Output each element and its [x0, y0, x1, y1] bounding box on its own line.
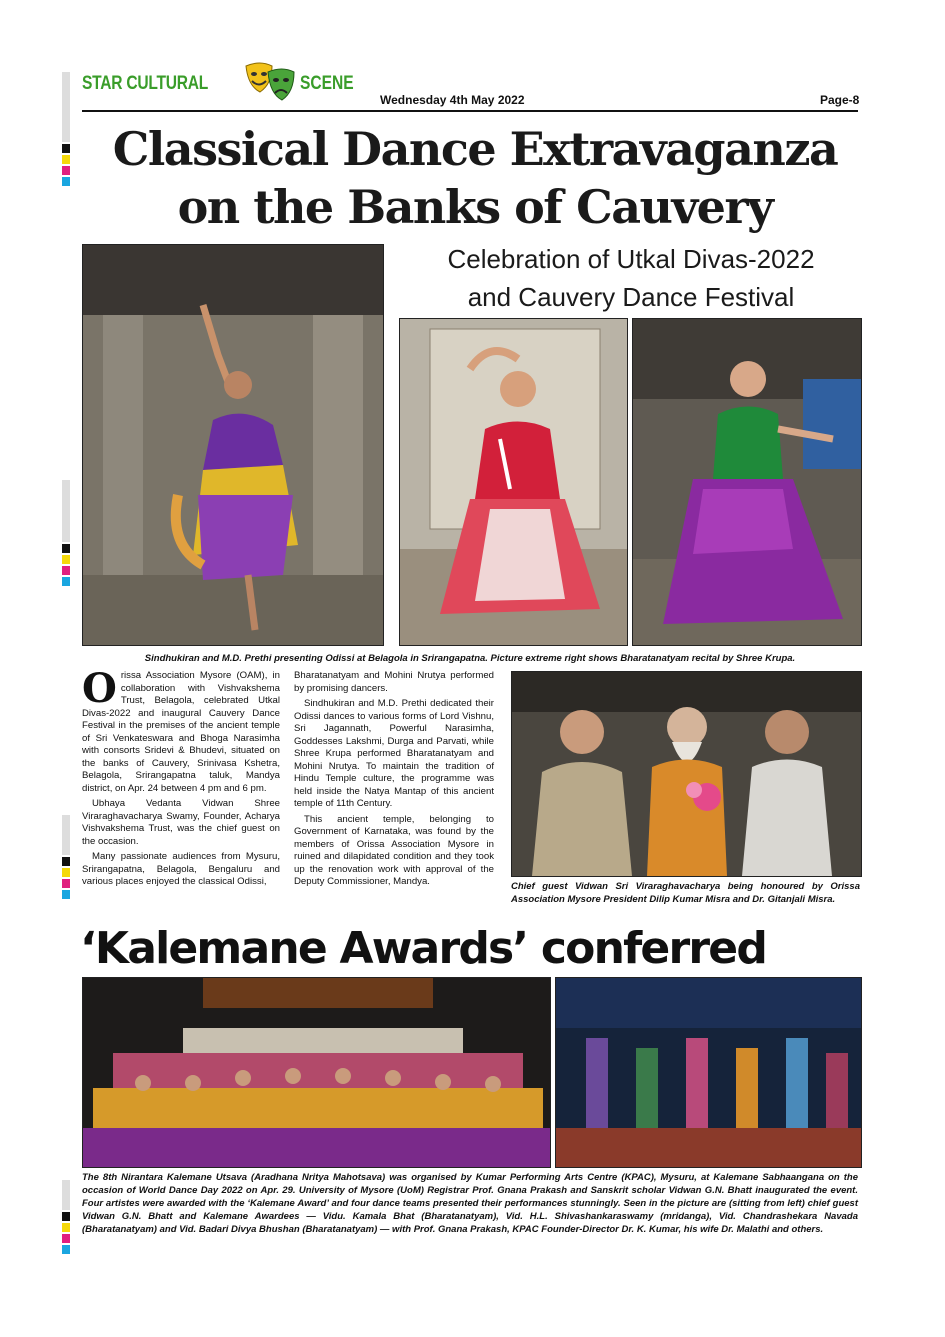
photo-caption-kalemane: The 8th Nirantara Kalemane Utsava (Aradhana Nritya Mahotsava) was organised by Kumar Performing Arts Centre (KPAC), Mysuru, at Kalemane Sabhaangana on the occasion of World Dance Day 2022 on Apr. 29. University of Mysore (UoM) Registrar Prof. Gnana Prakash and Sanskrit scholar Vidwan G.N. Bhatt inaugurated the event. Four artistes were awarded with the ‘Kalemane Award’ and four dance teams presented their performances stunningly. Seen in the picture are (sitting from left) chief guest Vidwan G.N. Bhatt and Kalemane Awardees — Vidu. Kamala Bhat (Bharatanatyam), Vid. H.L. Shivashankaraswamy (mridanga), Vid. Chandrashekara Navada (Bharatanatyam) and Vid. Badari Divya Bhushan (Bharatanatyam) — with Prof. Gnana Prakash, KPAC Founder-Director Dr. K. Kumar, his wife Dr. Malathi and others. — [82, 1172, 858, 1235]
section-title-left: STAR CULTURAL — [82, 73, 209, 94]
photo-bharatanatyam-recital — [632, 318, 862, 646]
registration-marks-middle — [62, 480, 70, 588]
registration-marks-top — [62, 72, 70, 188]
photo-caption-chief-guest: Chief guest Vidwan Sri Viraraghavacharya being honoured by Orissa Association Mysore President Dilip Kumar Misra and Dr. Gitanjali Misra. — [511, 881, 860, 905]
registration-marks-lower — [62, 815, 70, 901]
article-column-2 — [294, 670, 494, 892]
article-column-1 — [82, 665, 280, 892]
photo-odissi-dancer-red — [399, 318, 628, 646]
article-headline-kalemane: ‘Kalemane Awards’ conferred — [80, 923, 767, 974]
article-headline — [80, 120, 870, 236]
headline-line-1: Classical Dance Extravaganza — [112, 122, 838, 176]
registration-marks-bottom — [62, 1180, 70, 1256]
issue-date: Wednesday 4th May 2022 — [380, 93, 525, 107]
column-1-paragraph-1: rissa Association Mysore (OAM), in collaboration with Vishvakshema Trust, Belagola, celebrated Utkal Divas-2022 and inaugural Cauvery Dance Festival in the premises of the ancient temple of Sri Venkateswara and Bhoga Narasimha with consorts Sridevi & Bhudevi, situated on the banks of Cauvery, Srinivasa Kshetra, Belagola, Srirangapatna taluk, Mandya district, on Apr. 24 between 4 pm and 6 pm. — [82, 670, 280, 794]
page-number: Page-8 — [820, 93, 860, 107]
dropcap-letter: O — [82, 665, 117, 712]
photo-dance-performance-stage — [555, 977, 862, 1168]
photo-caption-dancers: Sindhukiran and M.D. Prethi presenting Odissi at Belagola in Srirangapatna. Picture extreme right shows Bharatanatyam recital by Shree Krupa. — [144, 653, 796, 664]
column-1-paragraph-2: Ubhaya Vedanta Vidwan Shree Viraraghavacharya Swamy, Founder, Acharya Vishvakshema Trust, was the chief guest on the occasion. — [82, 798, 280, 847]
section-title-right: SCENE — [300, 73, 354, 94]
subhead-line-2: and Cauvery Dance Festival — [467, 282, 795, 312]
column-2-paragraph-2: Sindhukiran and M.D. Prethi dedicated their Odissi dances to various forms of Lord Vishnu, Sri Jagannath, Powerful Narasimha, Goddesses Lakshmi, Durga and Parvati, while Shree Krupa performed Bharatanatyam and Mohini Nrutya. To maintain the tradition of Hindu Temple culture, the programme was held inside the Natya Mantap of this ancient temple of 11th Century. — [294, 698, 494, 809]
headline-line-2: on the Banks of Cauvery — [177, 180, 773, 234]
photo-kalemane-awardees-group — [82, 977, 551, 1168]
header-rule — [82, 110, 858, 112]
column-2-paragraph-3: This ancient temple, belonging to Government of Karnataka, was found by the members of Orissa Association Mysore in ruined and dilapidated condition and they took up the renovation work with approval of the Deputy Commissioner, Mandya. — [294, 813, 494, 887]
photo-odissi-dancer-temple — [82, 244, 384, 646]
column-1-paragraph-3: Many passionate audiences from Mysuru, Srirangapatna, Belagola, Bengaluru and various places enjoyed the classical Odissi, — [82, 851, 280, 887]
photo-chief-guest-honoured — [511, 671, 862, 877]
theatre-masks-logo — [242, 60, 298, 104]
subhead-line-1: Celebration of Utkal Divas-2022 — [447, 244, 815, 274]
article-subhead — [396, 240, 866, 316]
column-2-paragraph-1: Bharatanatyam and Mohini Nrutya performed by promising dancers. — [294, 670, 494, 694]
